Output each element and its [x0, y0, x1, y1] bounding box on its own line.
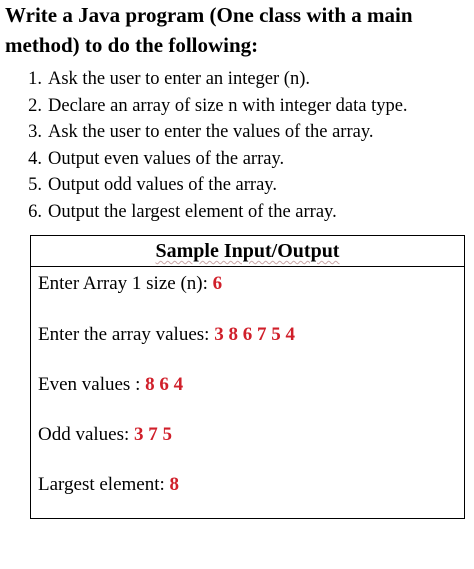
- sample-label: Enter Array 1 size (n):: [38, 273, 213, 294]
- sample-line-largest: [38, 474, 179, 496]
- task-item-2: [0, 93, 408, 120]
- sample-value: 8: [169, 474, 180, 495]
- task-text: Output the largest element of the array.: [48, 201, 337, 222]
- sample-line-odd: [38, 424, 172, 446]
- task-number: 1.: [28, 69, 42, 89]
- question-heading: [5, 0, 461, 60]
- sample-line-values: [38, 324, 295, 346]
- heading-line-1: Write a Java program (One class with a main: [5, 3, 413, 27]
- task-number: 4.: [28, 148, 42, 169]
- sample-label: Enter the array values:: [38, 324, 215, 345]
- task-number: 5.: [28, 175, 42, 195]
- task-list: [0, 66, 408, 225]
- task-item-3: [0, 119, 408, 146]
- task-text: Ask the user to enter an integer (n).: [48, 69, 310, 89]
- sample-io-box: [30, 235, 465, 519]
- sample-io-title: Sample Input/Output: [155, 240, 340, 262]
- task-item-6: [0, 199, 408, 226]
- sample-value: 3 8 6 7 5 4: [214, 324, 295, 345]
- sample-label: Odd values:: [38, 424, 135, 445]
- task-text: Output odd values of the array.: [48, 175, 277, 195]
- task-number: 6.: [28, 201, 42, 222]
- task-item-1: [0, 66, 408, 93]
- heading-line-2: method) to do the following:: [5, 33, 259, 57]
- task-text: Output even values of the array.: [48, 148, 285, 169]
- task-text: Declare an array of size n with integer data type.: [48, 95, 408, 116]
- sample-label: Even values :: [38, 374, 146, 395]
- sample-io-header: [31, 236, 464, 267]
- task-item-4: [0, 146, 408, 173]
- task-text: Ask the user to enter the values of the array.: [48, 122, 374, 142]
- sample-line-even: [38, 374, 183, 396]
- sample-label: Largest element:: [38, 474, 170, 495]
- task-item-5: [0, 172, 408, 199]
- task-number: 2.: [28, 95, 42, 116]
- task-number: 3.: [28, 122, 42, 142]
- sample-value: 6: [212, 273, 223, 294]
- sample-value: 3 7 5: [134, 424, 173, 445]
- sample-line-size: [38, 273, 222, 295]
- sample-value: 8 6 4: [145, 374, 184, 395]
